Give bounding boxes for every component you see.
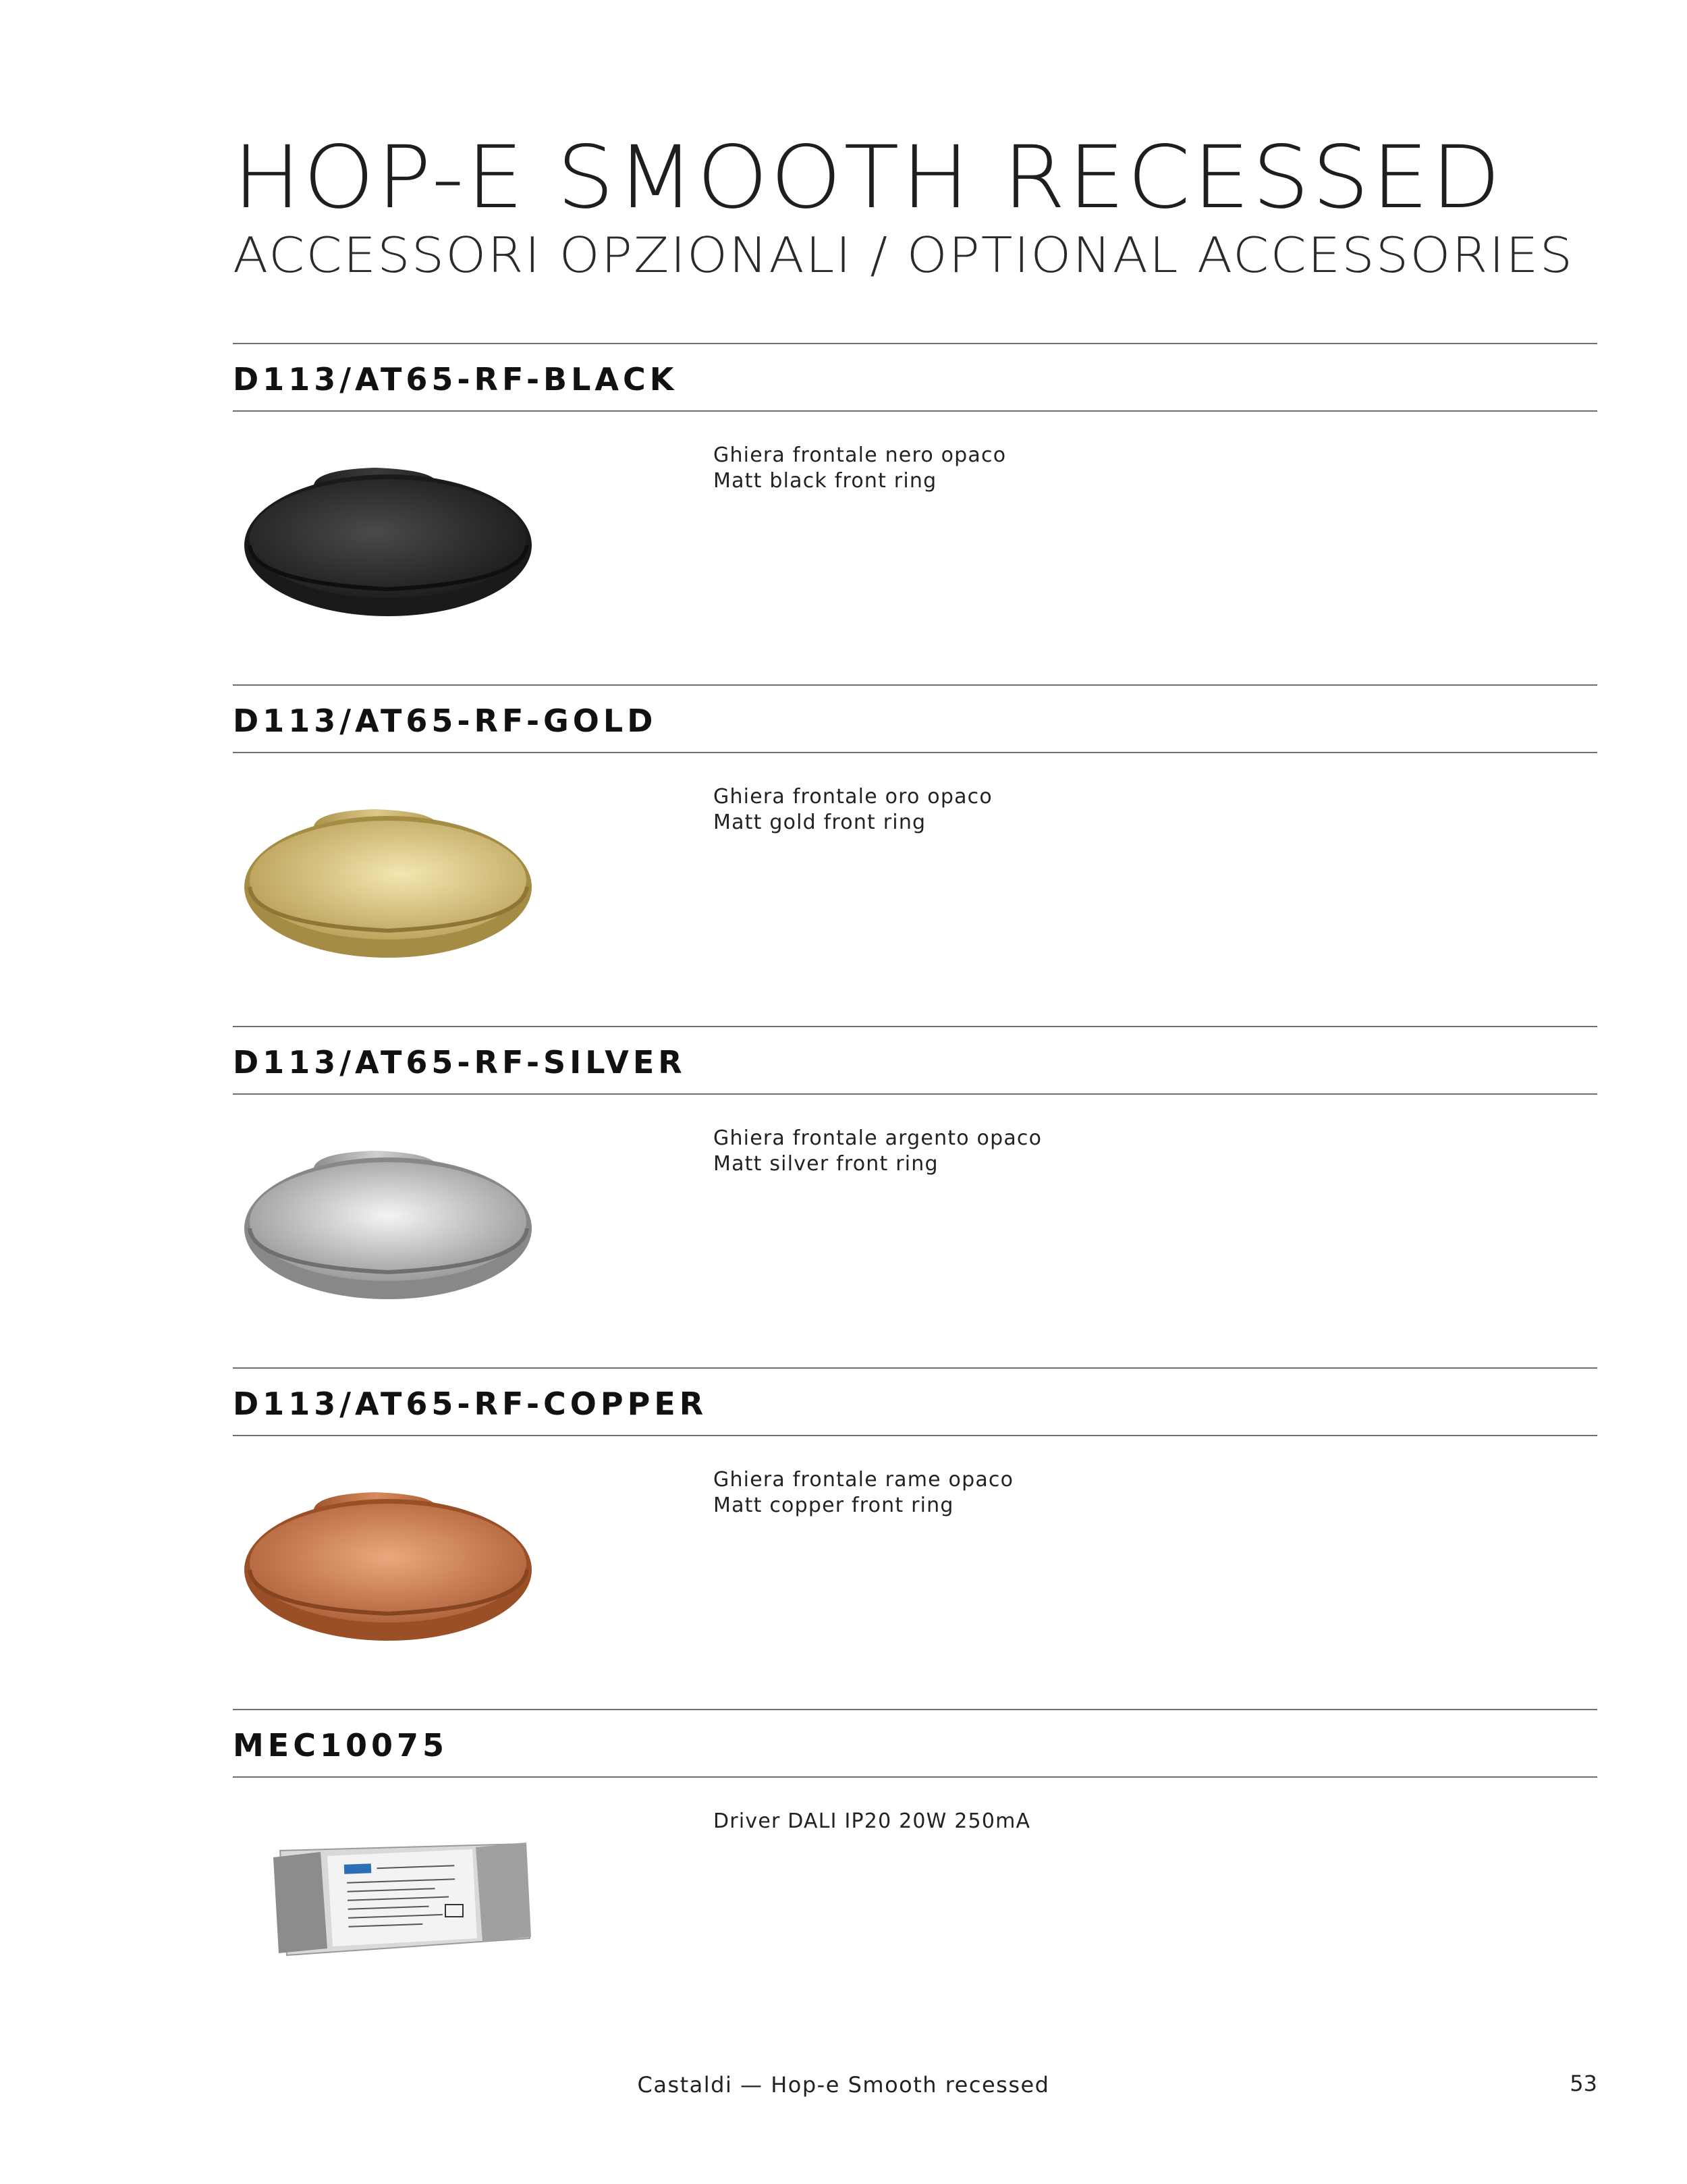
product-row xyxy=(233,412,1597,668)
description-italian: Driver DALI IP20 20W 250mA xyxy=(713,1809,1031,1833)
product-row xyxy=(233,753,1597,1010)
product-code: D113/AT65-RF-GOLD xyxy=(233,703,657,739)
description-english: Matt silver front ring xyxy=(713,1152,939,1176)
product-code: D113/AT65-RF-COPPER xyxy=(233,1386,708,1422)
footer-text: Castaldi — Hop-e Smooth recessed xyxy=(637,2072,1050,2098)
accessory-section xyxy=(233,1709,1597,2034)
product-code: D113/AT65-RF-SILVER xyxy=(233,1044,686,1081)
product-description xyxy=(713,443,1006,494)
silver-front-ring-image xyxy=(233,1120,543,1323)
product-row xyxy=(233,1436,1597,1693)
product-description xyxy=(713,1467,1014,1519)
description-italian: Ghiera frontale argento opaco xyxy=(713,1126,1043,1150)
accessory-section xyxy=(233,1026,1597,1351)
accessory-section xyxy=(233,1367,1597,1693)
description-english: Matt black front ring xyxy=(713,469,937,493)
description-english: Matt copper front ring xyxy=(713,1494,954,1517)
product-row xyxy=(233,1095,1597,1351)
copper-front-ring-image xyxy=(233,1462,543,1664)
page-number: 53 xyxy=(1570,2071,1597,2096)
description-italian: Ghiera frontale nero opaco xyxy=(713,443,1007,467)
product-code: D113/AT65-RF-BLACK xyxy=(233,361,678,398)
led-driver-image xyxy=(233,1803,543,2006)
description-italian: Ghiera frontale rame opaco xyxy=(713,1468,1014,1492)
product-row xyxy=(233,1778,1597,2034)
product-description xyxy=(713,1809,1030,1834)
accessory-section xyxy=(233,343,1597,668)
product-description xyxy=(713,1126,1042,1177)
page-header xyxy=(233,128,1574,283)
product-description xyxy=(713,784,993,836)
gold-front-ring-image xyxy=(233,779,543,981)
description-english: Matt gold front ring xyxy=(713,811,927,834)
product-code: MEC10075 xyxy=(233,1727,448,1764)
black-front-ring-image xyxy=(233,437,543,640)
page-subtitle: ACCESSORI OPZIONALI / OPTIONAL ACCESSORIES xyxy=(233,227,1574,283)
page-title: HOP-E SMOOTH RECESSED xyxy=(233,128,1503,228)
description-italian: Ghiera frontale oro opaco xyxy=(713,785,993,809)
accessory-section xyxy=(233,684,1597,1010)
